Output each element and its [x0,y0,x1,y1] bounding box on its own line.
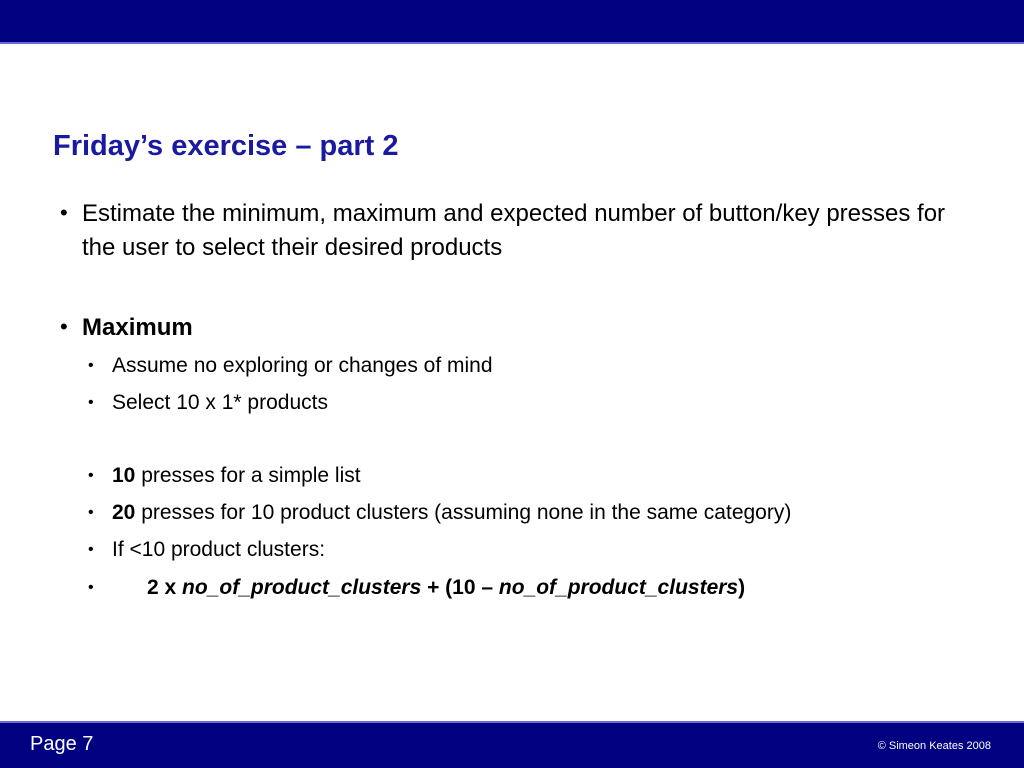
subbullet-dot-icon: • [88,579,94,596]
bullet-text: Maximum [82,314,193,341]
subbullet-text [112,499,791,527]
formula-part: + (10 – [421,576,499,599]
press-count: 20 [112,501,136,524]
subbullet-dot-icon: • [88,467,94,484]
press-count: 10 [112,464,136,487]
subbullet-dot-icon: • [88,504,94,521]
bullet-dot-icon: • [60,314,68,339]
copyright-notice: © Simeon Keates 2008 [877,740,991,752]
subbullet-dot-icon: • [88,394,94,411]
bullet-text: Estimate the minimum, maximum and expected number of button/key presses for the user to select their desired products [82,200,946,261]
subbullet-text: Select 10 x 1* products [112,391,328,414]
formula-variable: no_of_product_clusters [498,576,739,599]
subbullet-text: Assume no exploring or changes of mind [112,354,493,377]
page-number: Page 7 [30,733,94,755]
subbullet-dot-icon: • [88,357,94,374]
formula-variable: no_of_product_clusters [182,576,422,599]
formula-part: ) [738,576,746,599]
footer-bar [0,723,1024,768]
press-description: presses for a simple list [135,464,361,487]
formula [147,574,745,602]
bullet-dot-icon: • [60,200,68,225]
subbullet-dot-icon: • [88,541,94,558]
press-description: presses for 10 product clusters (assuming none in the same category) [135,501,792,524]
subbullet-text [112,462,361,490]
slide-title: Friday’s exercise – part 2 [53,130,399,162]
subbullet-text: If <10 product clusters: [112,538,326,561]
formula-part: 2 x [147,576,183,599]
